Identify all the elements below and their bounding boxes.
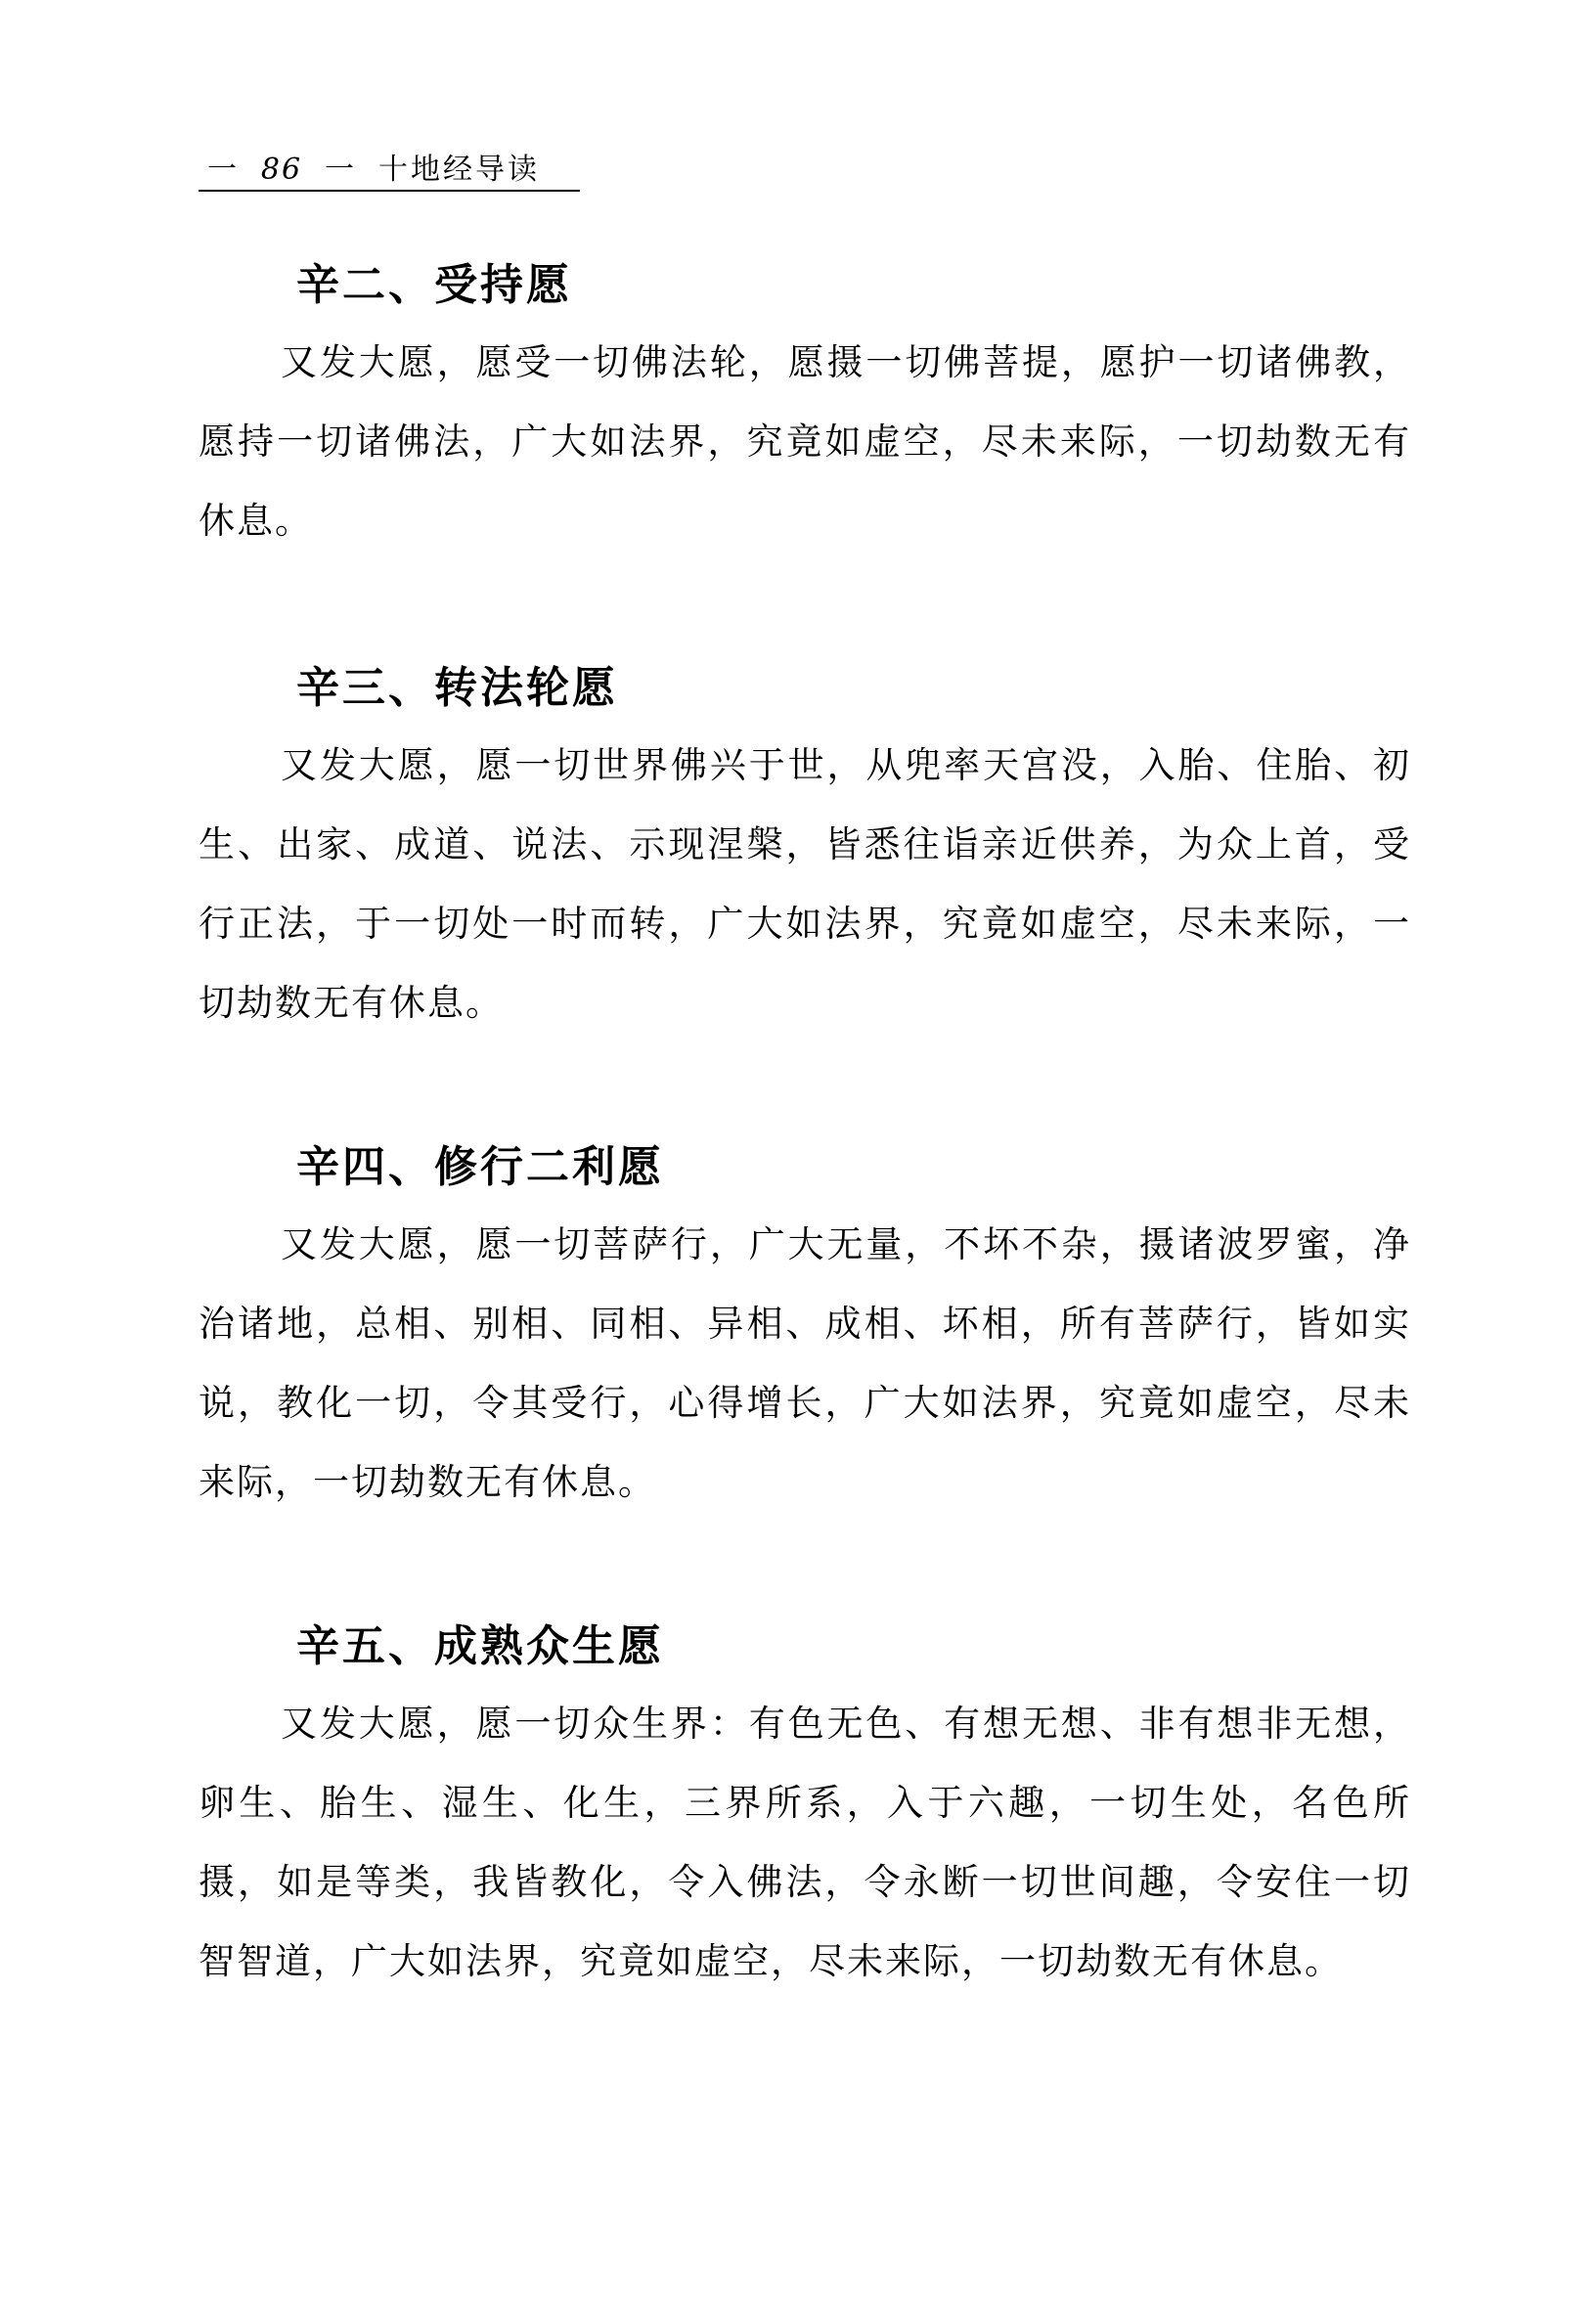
section-heading: 辛五、成熟众生愿 xyxy=(296,1621,664,1671)
section-paragraph: 又发大愿，愿一切菩萨行，广大无量，不坏不杂，摄诸波罗蜜，净治诸地，总相、别相、同相、异相、成相、坏相，所有菩萨行，皆如实说，教化一切，令其受行，心得增长，广大如法界，究竟如虚空，尽未来际，一切劫数无有休息。 xyxy=(199,1223,1411,1503)
header-dash-right: 一 xyxy=(325,153,356,187)
section-heading: 辛三、转法轮愿 xyxy=(296,663,618,713)
running-header xyxy=(199,145,580,192)
section-heading: 辛四、修行二利愿 xyxy=(296,1142,664,1192)
section-paragraph: 又发大愿，愿受一切佛法轮，愿摄一切佛菩提，愿护一切诸佛教，愿持一切诸佛法，广大如法界，究竟如虚空，尽未来际，一切劫数无有休息。 xyxy=(199,341,1411,542)
section-paragraph: 又发大愿，愿一切众生界：有色无色、有想无想、非有想非无想，卵生、胎生、湿生、化生，三界所系，入于六趣，一切生处，名色所摄，如是等类，我皆教化，令入佛法，令永断一切世间趣，令安住一切智智道，广大如法界，究竟如虚空，尽未来际，一切劫数无有休息。 xyxy=(199,1703,1411,1982)
page-number: 86 xyxy=(260,153,303,187)
section-heading: 辛二、受持愿 xyxy=(296,260,572,310)
section-paragraph: 又发大愿，愿一切世界佛兴于世，从兜率天宫没，入胎、住胎、初生、出家、成道、说法、示现涅槃，皆悉往诣亲近供养，为众上首，受行正法，于一切处一时而转，广大如法界，究竟如虚空，尽未来际，一切劫数无有休息。 xyxy=(199,744,1411,1024)
book-title: 十地经导读 xyxy=(378,153,540,187)
header-dash-left: 一 xyxy=(207,153,239,187)
